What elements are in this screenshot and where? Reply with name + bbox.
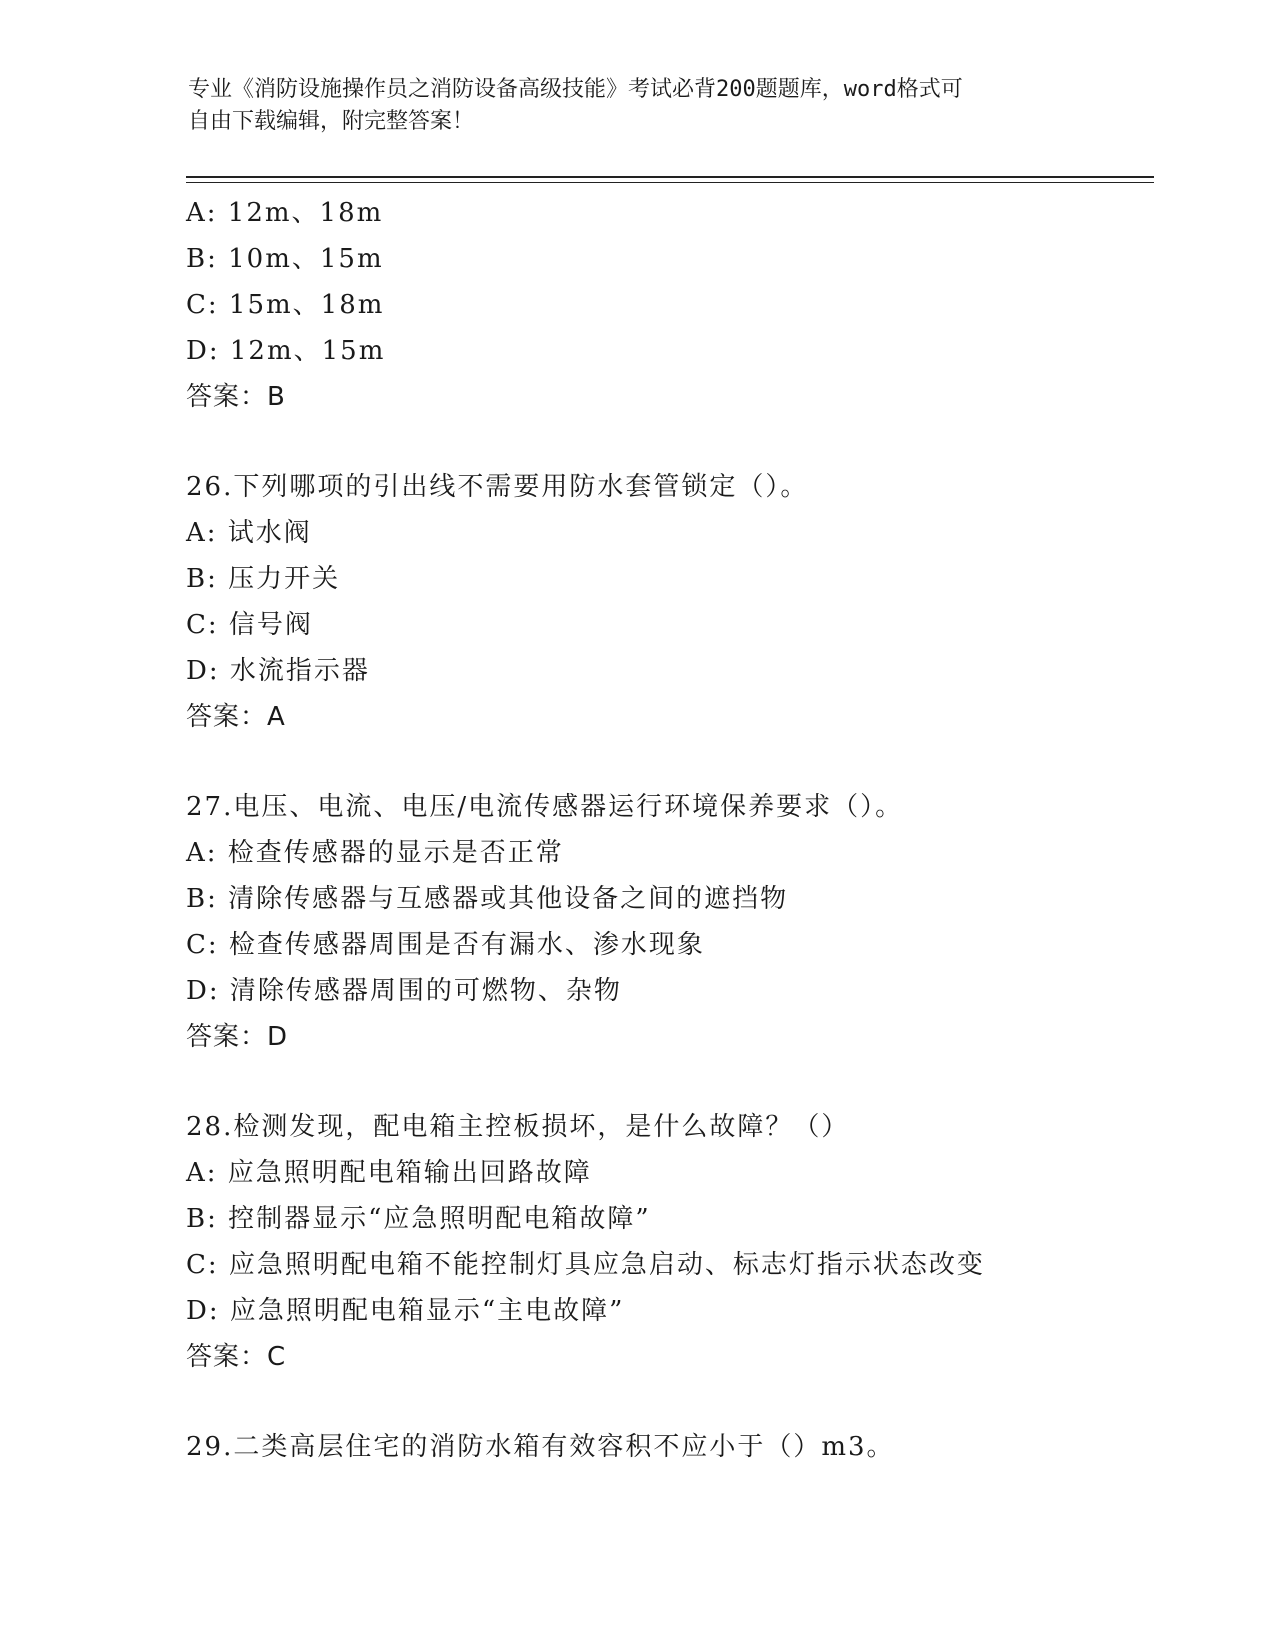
question-block-26 bbox=[186, 464, 1166, 740]
option-a: A: 试水阀 bbox=[186, 518, 312, 548]
answer-line: 答案：A bbox=[186, 702, 286, 732]
option-c: C: 检查传感器周围是否有漏水、渗水现象 bbox=[186, 930, 705, 960]
option-c: C: 15m、18m bbox=[186, 290, 385, 320]
answer-line: 答案：B bbox=[186, 382, 286, 412]
option-a: A: 12m、18m bbox=[186, 198, 384, 228]
option-c: C: 应急照明配电箱不能控制灯具应急启动、标志灯指示状态改变 bbox=[186, 1250, 985, 1280]
option-b: B: 压力开关 bbox=[186, 564, 341, 594]
option-b: B: 清除传感器与互感器或其他设备之间的遮挡物 bbox=[186, 884, 789, 914]
option-d: D: 水流指示器 bbox=[186, 656, 370, 686]
answer-line: 答案：C bbox=[186, 1342, 287, 1372]
option-c: C: 信号阀 bbox=[186, 610, 313, 640]
question-block-25 bbox=[186, 190, 1166, 420]
question-list bbox=[186, 190, 1166, 1470]
option-d: D: 12m、15m bbox=[186, 336, 386, 366]
question-text: 29.二类高层住宅的消防水箱有效容积不应小于（）m3。 bbox=[186, 1432, 895, 1462]
option-d: D: 应急照明配电箱显示“主电故障” bbox=[186, 1296, 625, 1326]
header-line-1: 专业《消防设施操作员之消防设备高级技能》考试必背200题题库，word格式可 bbox=[188, 77, 963, 102]
option-d: D: 清除传感器周围的可燃物、杂物 bbox=[186, 976, 622, 1006]
option-a: A: 应急照明配电箱输出回路故障 bbox=[186, 1158, 592, 1188]
question-block-28 bbox=[186, 1104, 1166, 1380]
header-line-2: 自由下载编辑，附完整答案！ bbox=[188, 109, 475, 134]
question-text: 27.电压、电流、电压/电流传感器运行环境保养要求（）。 bbox=[186, 792, 904, 822]
header-divider-thin bbox=[186, 182, 1154, 183]
question-block-29 bbox=[186, 1424, 1166, 1470]
option-a: A: 检查传感器的显示是否正常 bbox=[186, 838, 564, 868]
header-divider-thick bbox=[186, 176, 1154, 178]
document-header bbox=[188, 74, 1088, 138]
option-b: B: 控制器显示“应急照明配电箱故障” bbox=[186, 1204, 651, 1234]
question-text: 28.检测发现，配电箱主控板损坏，是什么故障？（） bbox=[186, 1112, 850, 1142]
question-text: 26.下列哪项的引出线不需要用防水套管锁定（）。 bbox=[186, 472, 809, 502]
answer-line: 答案：D bbox=[186, 1022, 289, 1052]
option-b: B: 10m、15m bbox=[186, 244, 384, 274]
question-block-27 bbox=[186, 784, 1166, 1060]
